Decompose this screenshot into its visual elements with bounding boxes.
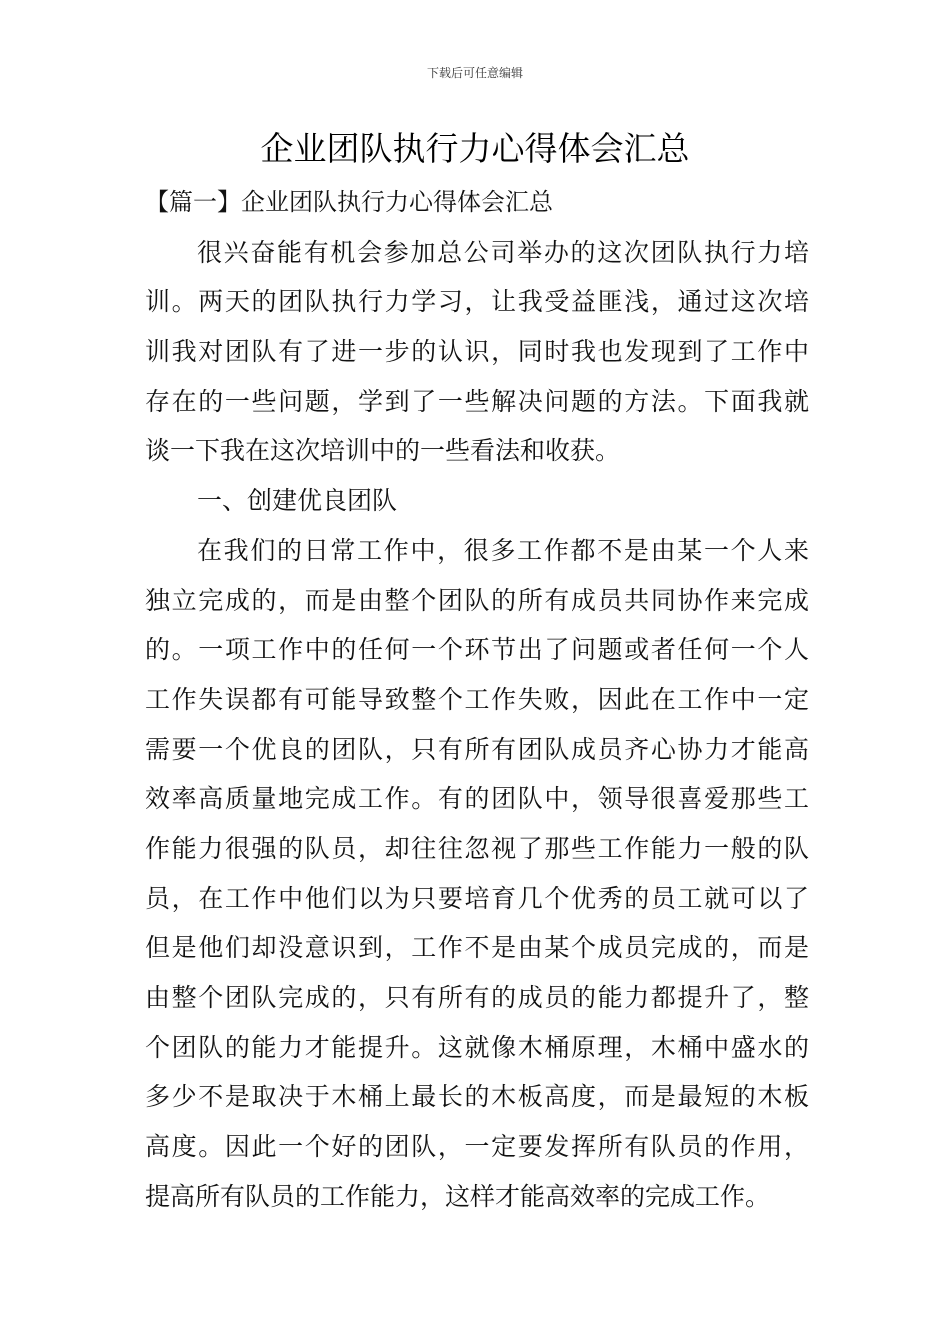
paragraph-line: 多少不是取决于木桶上最长的木板高度，而是最短的木板 <box>145 1082 809 1112</box>
document-title: 企业团队执行力心得体会汇总 <box>260 129 690 168</box>
paragraph-line: 工作失误都有可能导致整个工作失败，因此在工作中一定 <box>145 684 809 714</box>
paragraph-line: 需要一个优良的团队，只有所有团队成员齐心协力才能高 <box>145 734 809 764</box>
paragraph-line: 高度。因此一个好的团队，一定要发挥所有队员的作用， <box>145 1132 809 1162</box>
paragraph-line: 效率高质量地完成工作。有的团队中，领导很喜爱那些工 <box>145 784 809 814</box>
paragraph-line: 谈一下我在这次培训中的一些看法和收获。 <box>145 436 621 466</box>
paragraph-line: 很兴奋能有机会参加总公司举办的这次团队执行力培 <box>197 237 809 267</box>
document-body <box>145 178 809 1221</box>
paragraph-line: 训。两天的团队执行力学习，让我受益匪浅，通过这次培 <box>145 287 809 317</box>
section-heading: 【篇一】企业团队执行力心得体会汇总 <box>145 188 553 216</box>
paragraph-line: 在我们的日常工作中，很多工作都不是由某一个人来 <box>197 535 809 565</box>
paragraph-line: 独立完成的，而是由整个团队的所有成员共同协作来完成 <box>145 585 809 615</box>
paragraph-line: 训我对团队有了进一步的认识，同时我也发现到了工作中 <box>145 337 809 367</box>
subheading: 一、创建优良团队 <box>197 486 398 516</box>
paragraph-intro <box>145 228 809 476</box>
paragraph-team <box>145 526 809 1222</box>
paragraph-line: 由整个团队完成的，只有所有的成员的能力都提升了，整 <box>145 983 809 1012</box>
paragraph-line: 员，在工作中他们以为只要培育几个优秀的员工就可以了 <box>145 883 809 913</box>
paragraph-line: 的。一项工作中的任何一个环节出了问题或者任何一个人 <box>145 635 809 665</box>
paragraph-line: 提高所有队员的工作能力，这样才能高效率的完成工作。 <box>145 1181 771 1211</box>
paragraph-line: 个团队的能力才能提升。这就像木桶原理，木桶中盛水的 <box>145 1032 809 1062</box>
paragraph-line: 但是他们却没意识到，工作不是由某个成员完成的，而是 <box>145 933 809 963</box>
page-header-note: 下载后可任意编辑 <box>426 66 523 80</box>
paragraph-line: 作能力很强的队员，却往往忽视了那些工作能力一般的队 <box>145 833 809 863</box>
paragraph-line: 存在的一些问题，学到了一些解决问题的方法。下面我就 <box>145 386 809 416</box>
